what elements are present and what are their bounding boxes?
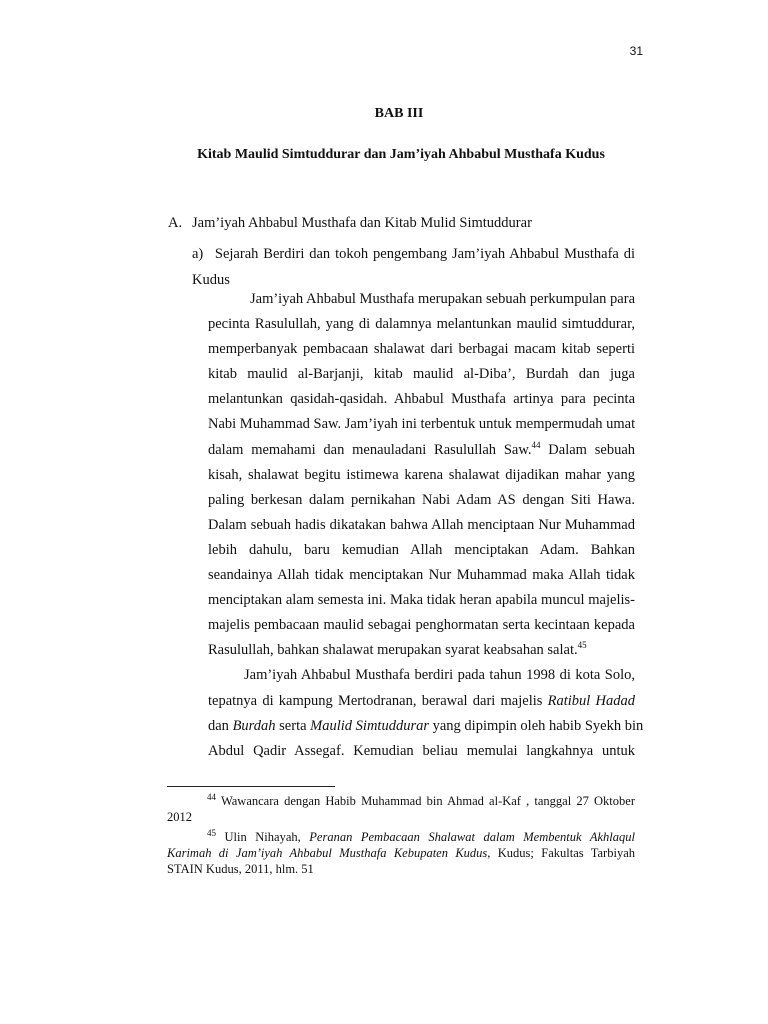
- paragraph-line: seandainya Allah tidak menciptakan Nur Muhammad maka Allah tidak: [208, 567, 635, 584]
- paragraph-line: Nabi Muhammad Saw. Jam’iyah ini terbentuk untuk mempermudah umat: [208, 416, 636, 433]
- paragraph-line: dan Burdah serta Maulid Simtuddurar yang dipimpin oleh habib Syekh bin: [208, 717, 644, 734]
- paragraph-line: kisah, shalawat begitu istimewa karena shalawat dijadikan mahar yang: [208, 466, 635, 483]
- paragraph-line: melantunkan qasidah-qasidah. Ahbabul Musthafa artinya para pecinta: [208, 391, 635, 408]
- paragraph-line: majelis pembacaan maulid sebagai penghormatan serta kecintaan kepada: [208, 617, 635, 634]
- footnote-separator: [167, 786, 335, 787]
- paragraph-line: kitab maulid al-Barjanji, kitab maulid al-Diba’, Burdah dan juga: [208, 366, 635, 383]
- footnote-number: 45: [207, 827, 216, 838]
- subsection-label: a): [192, 246, 204, 262]
- chapter-heading: BAB III: [374, 106, 424, 121]
- paragraph-line: Jam’iyah Ahbabul Musthafa berdiri pada tahun 1998 di kota Solo,: [244, 667, 635, 684]
- section-heading: [168, 215, 532, 232]
- page-number: 31: [629, 44, 643, 58]
- paragraph-line: tepatnya di kampung Mertodranan, berawal dari majelis Ratibul Hadad: [208, 692, 635, 709]
- footnote-number: 44: [207, 791, 216, 802]
- paragraph-line: menciptakan alam semesta ini. Maka tidak heran apabila muncul majelis-: [208, 592, 635, 609]
- paragraph-line: Abdul Qadir Assegaf. Kemudian beliau memulai langkahnya untuk: [208, 742, 635, 759]
- paragraph-line: Rasulullah, bahkan shalawat merupakan syarat keabsahan salat.$^{45}$: [208, 640, 587, 659]
- section-text: Jam’iyah Ahbabul Musthafa dan Kitab Mulid Simtuddurar: [192, 215, 532, 231]
- body-text: [208, 287, 644, 764]
- paragraph-line: Dalam sebuah hadis dikatakan bahwa Allah menciptaan Nur Muhammad: [208, 516, 635, 533]
- paragraph-line: pecinta Rasulullah, yang di dalamnya melantunkan maulid simtuddurar,: [208, 316, 635, 333]
- paragraph-line: Jam’iyah Ahbabul Musthafa merupakan sebuah perkumpulan para: [250, 291, 635, 307]
- paragraph-line: dalam memahami dan menauladani Rasulullah Saw.$^{44}$ Dalam sebuah: [208, 439, 636, 458]
- paragraph-line: paling berkesan dalam pernikahan Nabi Adam AS dengan Siti Hawa.: [208, 491, 635, 508]
- footnote-ref-45: 45: [577, 640, 587, 651]
- footnote-45: $^{45}$ Ulin Nihayah, Peranan Pembacaan Shalawat dalam Membentuk Akhlaqul Karimah di Jam’iyah Ahbabul Musthafa Kebupaten Kudus, Kudus; Fakultas Tarbiyah STAIN Kudus, 2011, hlm. 51: [167, 827, 635, 876]
- paragraph-line: memperbanyak pembacaan shalawat dari berbagai macam kitab seperti: [208, 341, 635, 358]
- paragraph-line: lebih dahulu, baru kemudian Allah menciptakan Adam. Bahkan: [208, 541, 635, 558]
- subsection-heading: [192, 241, 635, 293]
- subsection-text: Sejarah Berdiri dan tokoh pengembang Jam’iyah Ahbabul Musthafa di Kudus: [192, 246, 636, 288]
- footnote-ref-44: 44: [531, 439, 541, 450]
- footnote-44: $^{44}$ Wawancara dengan Habib Muhammad bin Ahmad al-Kaf , tanggal 27 Oktober 2012: [167, 791, 635, 824]
- chapter-title: Kitab Maulid Simtuddurar dan Jam’iyah Ahbabul Musthafa Kudus: [197, 147, 605, 162]
- section-label: A.: [168, 215, 183, 231]
